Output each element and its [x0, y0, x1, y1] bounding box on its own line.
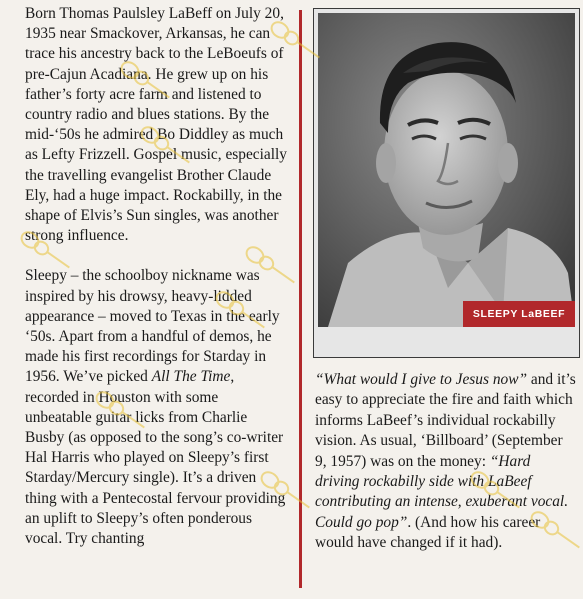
- paragraph-recordings: [25, 266, 287, 549]
- column-divider: [299, 10, 302, 588]
- photo-caption: SLEEPY LaBEEF: [463, 301, 575, 327]
- gospel-quote: “What would I give to Jesus now”: [315, 371, 528, 388]
- portrait-illustration: [318, 13, 575, 327]
- billboard-quote: “Hard driving rockabilly side with LaBeef contributing an intense, exuberant vocal. Could go pop”: [315, 452, 569, 531]
- billboard-text-b: . (And how his career would have changed if it had).: [315, 513, 541, 552]
- paragraph-biography: Born Thomas Paulsley LaBeff on July 20, 1935 near Smackover, Arkansas, he can trace his ancestry back to the LeBoeufs of pre-Cajun Acadiana. He grew up on his father’s forty acre farm and listened to country radio and blues stations. By the mid-‘50s he admired Bo Diddley as much as Lefty Frizzell. Gospel music, especially the travelling evangelist Brother Claude Ely, had a huge impact. Rockabilly, in the shape of Elvis’s Sun singles, was another strong influence.: [25, 5, 287, 245]
- portrait-photo: [318, 13, 575, 327]
- recordings-text-a: Sleepy – the schoolboy nickname was inspired by his drowsy, heavy-lidded appearance – moved to Texas in the early ‘50s. Apart from a handful of demos, he made his first recordings for Starday in 1956. We’ve picked: [25, 267, 280, 386]
- recordings-text-b: , recorded in Houston with some unbeatable guitar licks from Charlie Busby (as opposed to the song’s co-writer Hal Harris who played on Sleepy’s first Starday/Mercury single). It’s a driven thing with a Pentecostal fervour providing an uplift to Sleepy’s often ponderous vocal. Try chanting: [25, 368, 286, 548]
- left-column: [25, 4, 287, 569]
- song-title: All The Time: [151, 368, 231, 386]
- billboard-text-a: and it’s easy to appreciate the fire and faith which informs LaBeef’s individual rockabilly vision. As usual, ‘Billboard’ (September 9, 1957) was on the money:: [315, 371, 576, 470]
- paragraph-billboard: [315, 370, 577, 554]
- photo-frame: [313, 8, 580, 358]
- right-column: [315, 370, 577, 554]
